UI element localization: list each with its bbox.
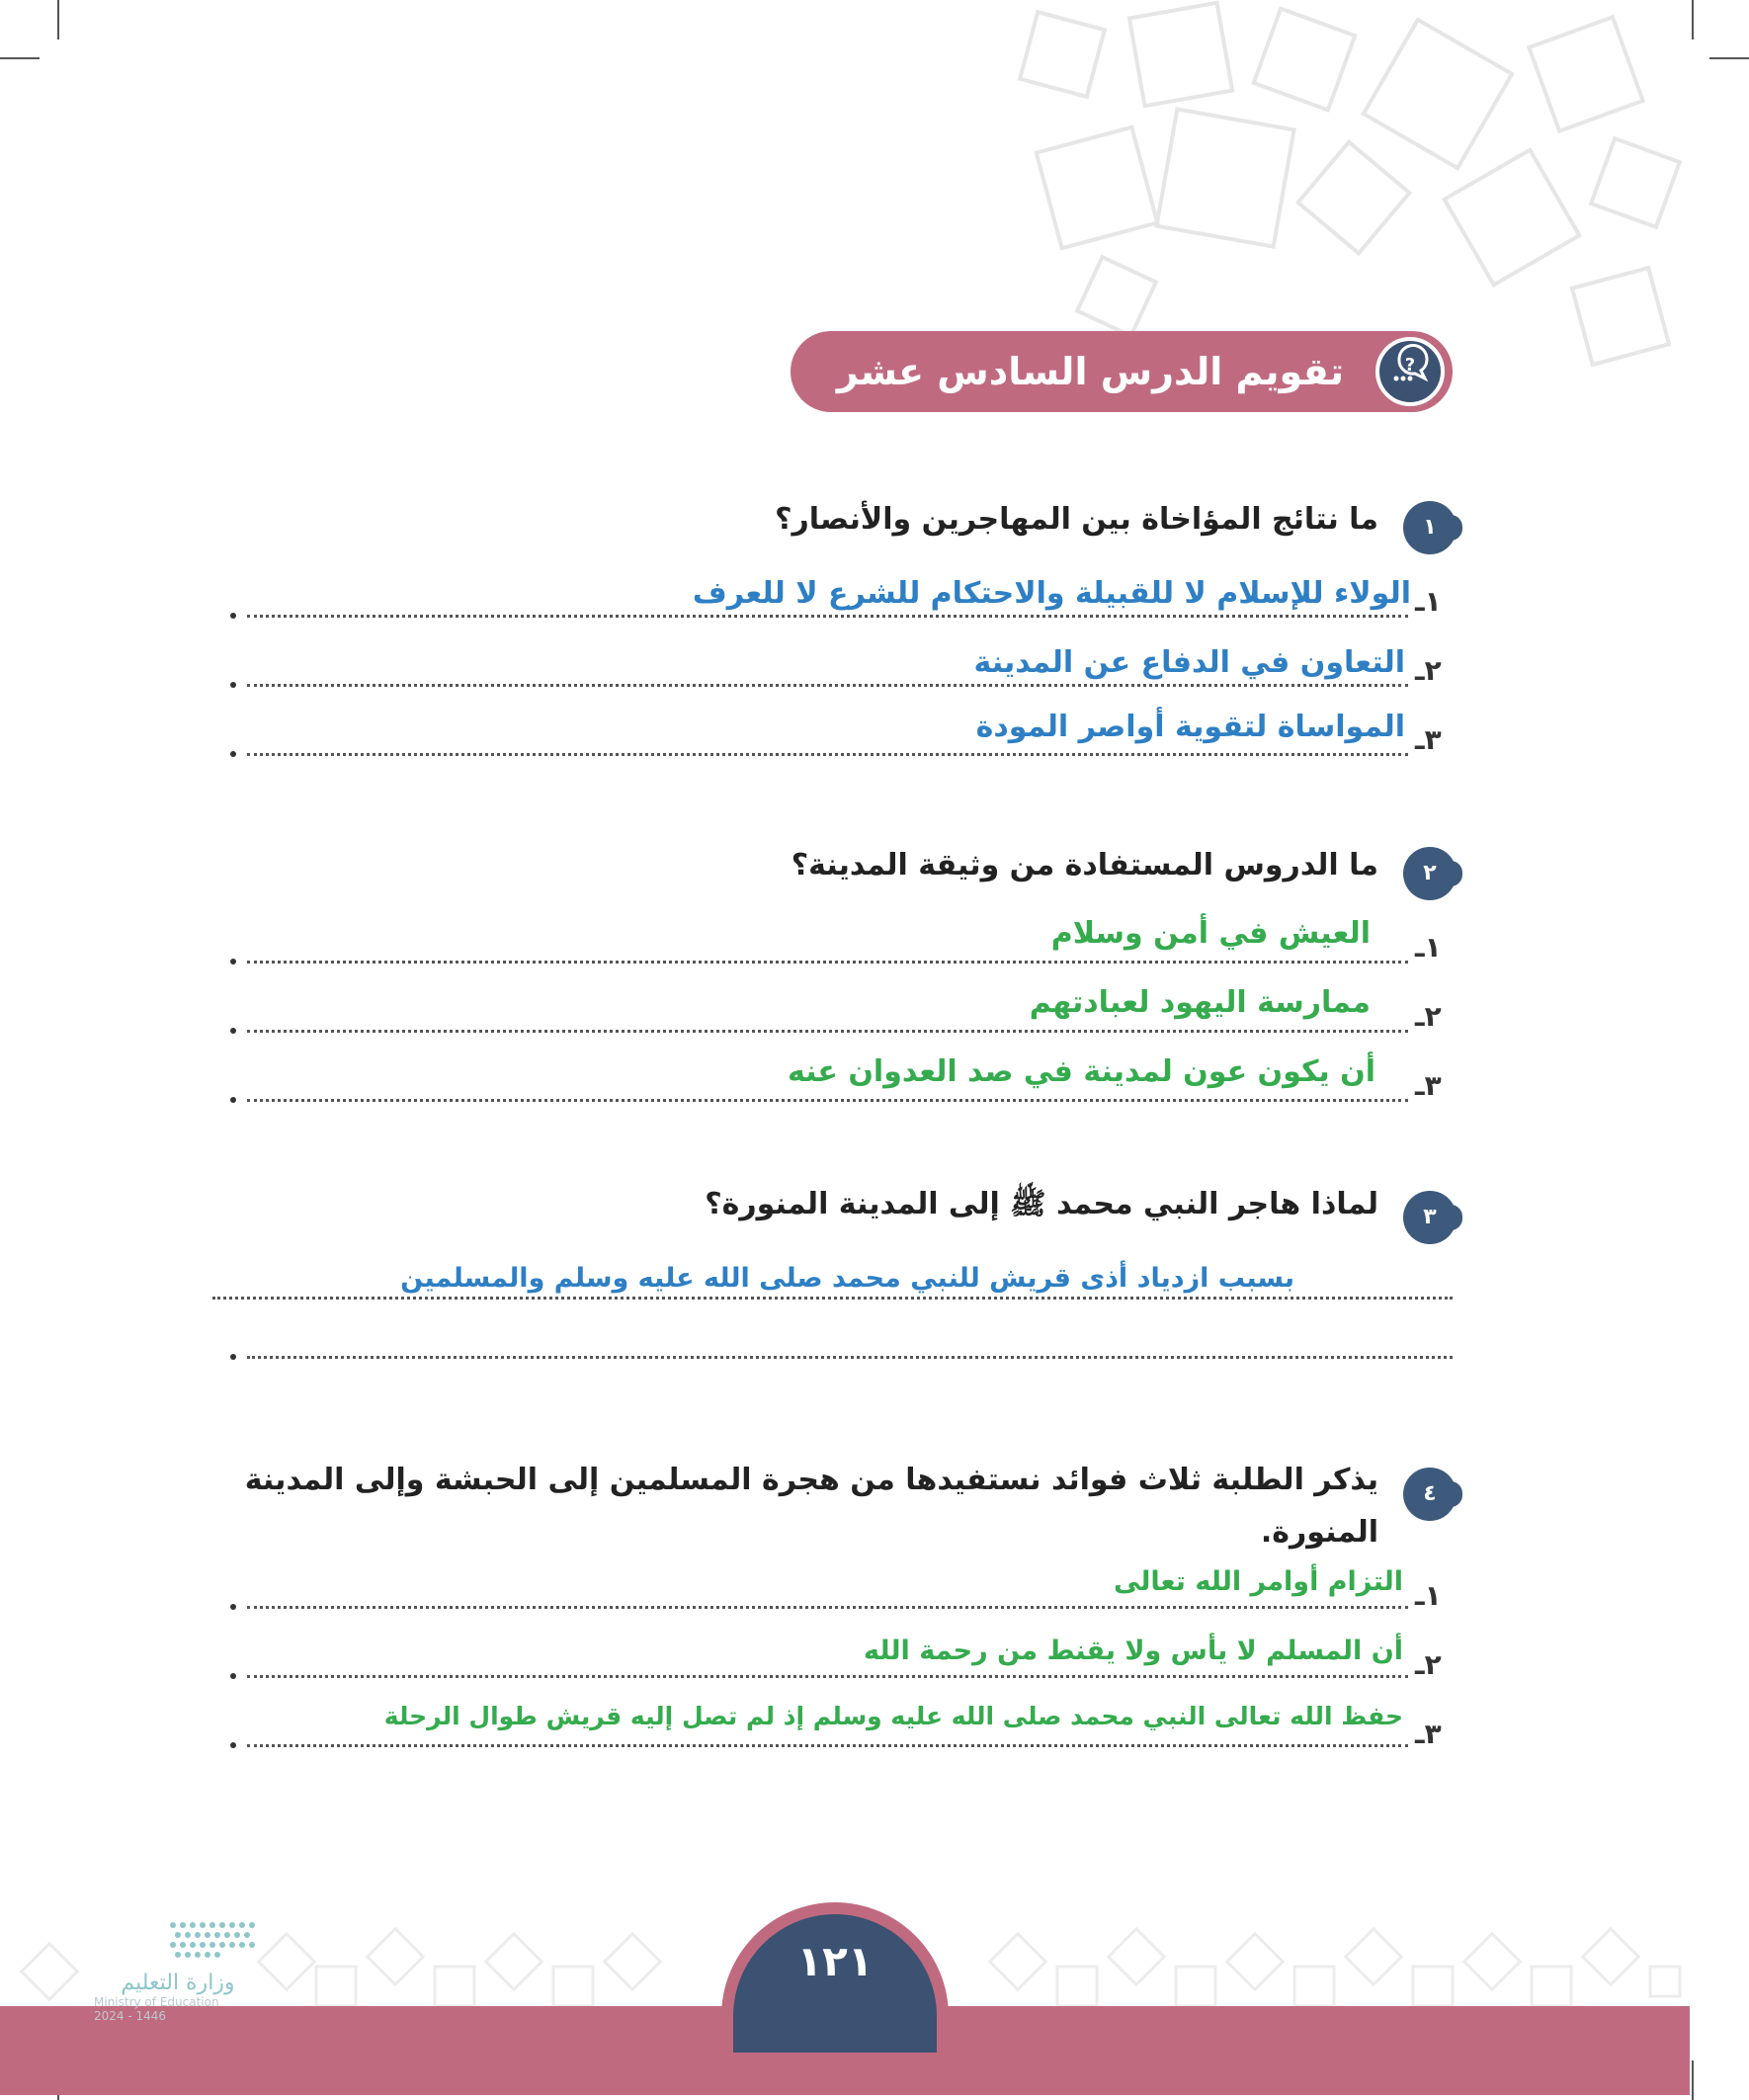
question-chat-icon [1375, 337, 1445, 406]
end-dot [230, 1354, 236, 1360]
svg-text:?: ? [1404, 355, 1416, 376]
item-number: ٢ـ [1415, 1000, 1442, 1033]
crop-mark [1692, 2060, 1694, 2100]
item-number: ٢ـ [1415, 654, 1442, 687]
crop-mark [1709, 57, 1749, 59]
question-number-badge: ٤ [1403, 1468, 1457, 1521]
item-number: ٣ـ [1415, 1718, 1442, 1750]
answer-text[interactable]: المواساة لتقوية أواصر المودة [975, 710, 1405, 744]
answer-text[interactable]: أن يكون عون لمدينة في صد العدوان عنه [787, 1054, 1375, 1089]
item-number: ٣ـ [1415, 723, 1442, 756]
answer-line [247, 961, 1408, 964]
question-number-badge: ٣ [1403, 1191, 1457, 1244]
end-dot [230, 1028, 236, 1034]
answer-line [247, 1744, 1408, 1747]
answer-text[interactable]: بسبب ازدياد أذى قريش للنبي محمد صلى الله عليه وسلم والمسلمين [400, 1263, 1294, 1294]
question-text: ما نتائج المؤاخاة بين المهاجرين والأنصار؟ [775, 502, 1378, 537]
end-dot [230, 1604, 236, 1610]
answer-line [247, 1099, 1408, 1102]
question-text: لماذا هاجر النبي محمد ﷺ إلى المدينة المنورة؟ [705, 1187, 1378, 1221]
item-number: ١ـ [1415, 585, 1442, 618]
end-dot [230, 1097, 236, 1103]
answer-text[interactable]: أن المسلم لا يأس ولا يقنط من رحمة الله [864, 1636, 1403, 1666]
answer-text[interactable]: ممارسة اليهود لعبادتهم [1029, 985, 1371, 1020]
crop-mark [57, 0, 59, 40]
question-number-badge: ٢ [1403, 847, 1457, 900]
end-dot [230, 613, 236, 619]
answer-line [247, 1030, 1408, 1033]
ministry-logo [94, 1917, 262, 2023]
answer-line [247, 1356, 1453, 1359]
lesson-title: تقويم الدرس السادس عشر [836, 350, 1344, 393]
ministry-name-english: Ministry of Education [94, 1995, 219, 2009]
lesson-title-banner [791, 331, 1453, 412]
answer-text[interactable]: التعاون في الدفاع عن المدينة [973, 645, 1405, 680]
answer-text[interactable]: العيش في أمن وسلام [1050, 916, 1371, 951]
ministry-name-arabic: وزارة التعليم [121, 1971, 235, 1995]
answer-text[interactable]: الولاء للإسلام لا للقبيلة والاحتكام للشرع لا للعرف [692, 576, 1411, 611]
answer-line [212, 1297, 1453, 1300]
item-number: ١ـ [1415, 1579, 1442, 1612]
end-dot [230, 682, 236, 688]
question-text: ما الدروس المستفادة من وثيقة المدينة؟ [791, 848, 1378, 882]
page-number: ١٢١ [796, 1937, 874, 1985]
answer-text[interactable]: التزام أوامر الله تعالى [1113, 1566, 1403, 1597]
item-number: ٣ـ [1415, 1069, 1442, 1102]
answer-line [247, 615, 1408, 618]
answer-line [247, 1606, 1408, 1609]
end-dot [230, 751, 236, 757]
item-number: ٢ـ [1415, 1648, 1442, 1681]
crop-mark [1692, 0, 1694, 40]
answer-line [247, 684, 1408, 687]
question-text: يذكر الطلبة ثلاث فوائد نستفيدها من هجرة المسلمين إلى الحبشة وإلى المدينة [244, 1463, 1378, 1497]
question-text-continued: المنورة. [1260, 1515, 1378, 1550]
ministry-logo-dots-icon [94, 1917, 262, 1967]
question-number-badge: ١ [1403, 501, 1457, 554]
item-number: ١ـ [1415, 931, 1442, 964]
end-dot [230, 1673, 236, 1679]
end-dot [230, 959, 236, 965]
answer-line [247, 1675, 1408, 1678]
answer-line [247, 753, 1408, 756]
end-dot [230, 1742, 236, 1748]
crop-mark [0, 57, 40, 59]
answer-text[interactable]: حفظ الله تعالى النبي محمد صلى الله عليه وسلم إذ لم تصل إليه قريش طوال الرحلة [383, 1702, 1403, 1730]
ministry-year: 2024 - 1446 [94, 2009, 167, 2023]
